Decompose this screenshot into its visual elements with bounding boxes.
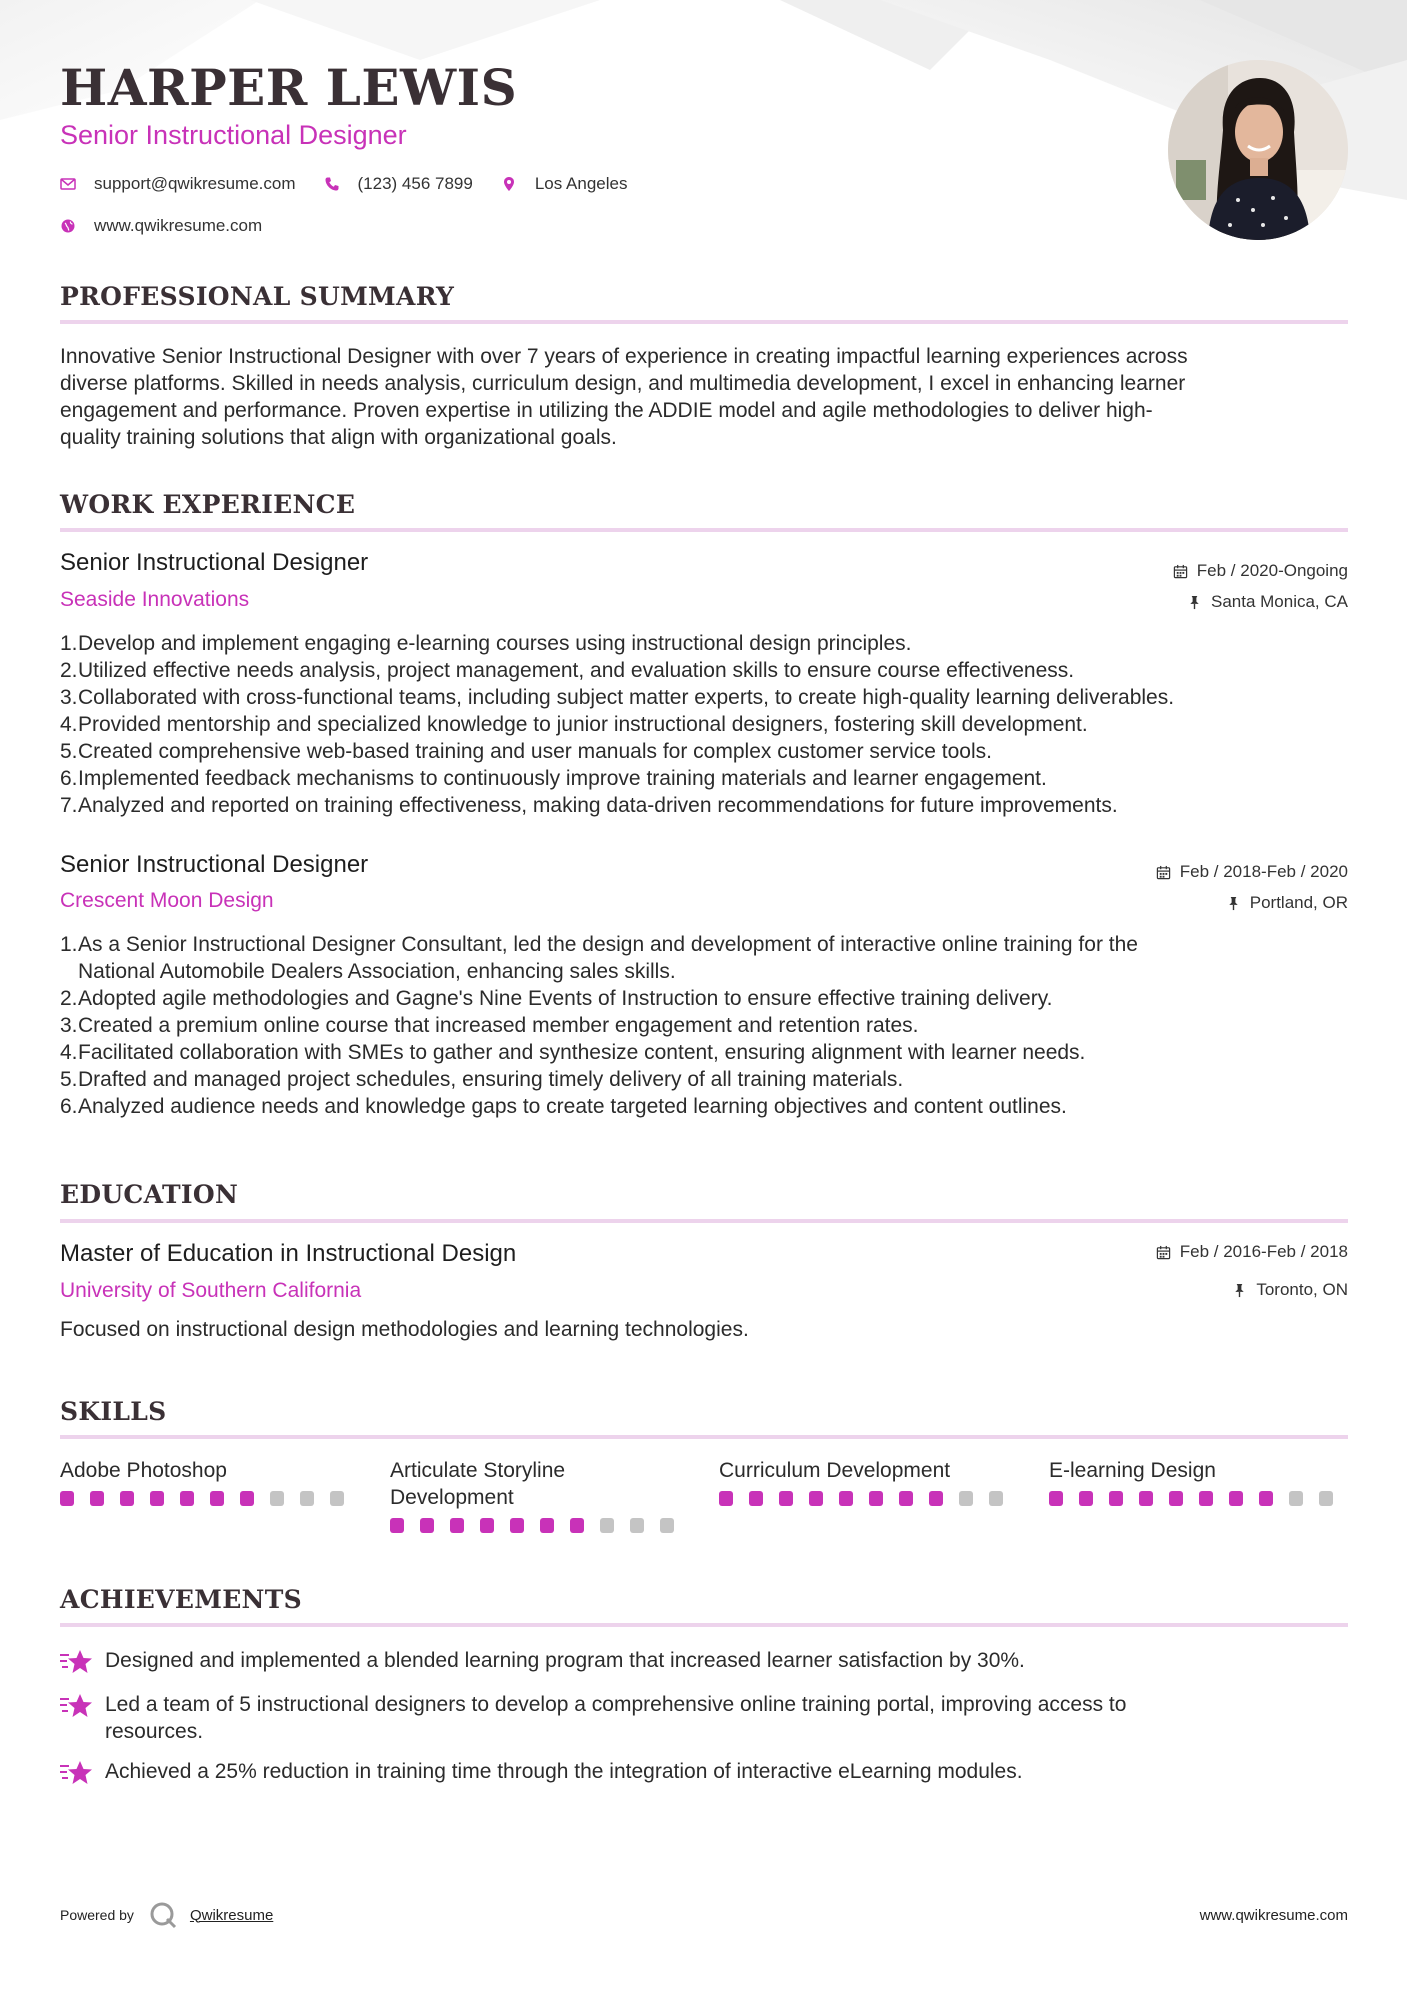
envelope-icon xyxy=(60,176,76,192)
job-date-text: Feb / 2020-Ongoing xyxy=(1196,561,1348,580)
section-divider xyxy=(60,1623,1348,1627)
list-item: 4. Facilitated collaboration with SMEs to gather and synthesize content, ensuring alignment with learner needs. xyxy=(60,1041,1086,1064)
rating-dot-filled xyxy=(210,1491,224,1506)
summary-line: diverse platforms. Skilled in needs analysis, curriculum design, and multimedia development, I excel in enhancing learner xyxy=(60,372,1186,395)
rating-dot-filled xyxy=(779,1491,793,1506)
list-item: 6. Implemented feedback mechanisms to continuously improve training materials and learner engagement. xyxy=(60,767,1047,790)
map-pin-icon xyxy=(501,176,517,192)
contact-phone[interactable] xyxy=(324,174,473,194)
education-date-text: Feb / 2016-Feb / 2018 xyxy=(1179,1242,1348,1261)
achievement-item xyxy=(60,1758,1348,1790)
rating-dot-filled xyxy=(510,1518,524,1533)
list-item: 3. Created a premium online course that increased member engagement and retention rates. xyxy=(60,1014,919,1037)
job-date xyxy=(1173,561,1348,581)
list-item: 5. Created comprehensive web-based training and user manuals for complex customer service tools. xyxy=(60,740,992,763)
section-divider xyxy=(60,1435,1348,1439)
pushpin-icon xyxy=(1187,595,1202,610)
job-title: Senior Instructional Designer xyxy=(60,851,369,878)
contact-website[interactable] xyxy=(60,216,262,236)
degree-title: Master of Education in Instructional Design xyxy=(60,1240,517,1267)
section-divider xyxy=(60,528,1348,532)
calendar-icon xyxy=(1156,865,1171,880)
job-location-text: Portland, OR xyxy=(1249,893,1348,912)
achievement-text: Designed and implemented a blended learning program that increased learner satisfaction by 30%. xyxy=(105,1649,1025,1672)
job-company: Crescent Moon Design xyxy=(60,889,274,912)
job-date-text: Feb / 2018-Feb / 2020 xyxy=(1179,862,1348,881)
rating-dot-empty xyxy=(600,1518,614,1533)
school-name: University of Southern California xyxy=(60,1279,362,1302)
rating-dot-filled xyxy=(240,1491,254,1506)
education-description: Focused on instructional design methodologies and learning technologies. xyxy=(60,1318,749,1341)
footer-website[interactable]: www.qwikresume.com xyxy=(1199,1907,1348,1924)
rating-dot-empty xyxy=(989,1491,1003,1506)
list-item: 1. As a Senior Instructional Designer Consultant, led the design and development of interactive online training for the National Automobile Dealers Association, enhancing sales skills. xyxy=(60,933,1138,983)
job-location-text: Santa Monica, CA xyxy=(1210,592,1348,611)
calendar-icon xyxy=(1156,1245,1171,1260)
list-item: 2. Utilized effective needs analysis, project management, and evaluation skills to ensure course effectiveness. xyxy=(60,659,1075,682)
job-date xyxy=(1156,862,1348,882)
rating-dot-empty xyxy=(630,1518,644,1533)
rating-dot-empty xyxy=(330,1491,344,1506)
job-company: Seaside Innovations xyxy=(60,588,250,611)
skill-name: Adobe Photoshop xyxy=(60,1459,227,1482)
rating-dot-filled xyxy=(420,1518,434,1533)
skill-name: Curriculum Development xyxy=(719,1459,951,1482)
rating-dot-filled xyxy=(1079,1491,1093,1506)
rating-dot-filled xyxy=(390,1518,404,1533)
pushpin-icon xyxy=(1226,896,1241,911)
section-title-skills: SKILLS xyxy=(60,1397,167,1426)
rating-dot-empty xyxy=(1289,1491,1303,1506)
rating-dot-filled xyxy=(150,1491,164,1506)
rating-dot-filled xyxy=(1169,1491,1183,1506)
rating-dot-filled xyxy=(90,1491,104,1506)
rating-dot-filled xyxy=(869,1491,883,1506)
list-item: 6. Analyzed audience needs and knowledge gaps to create targeted learning objectives and content outlines. xyxy=(60,1095,1067,1118)
contact-location xyxy=(501,174,628,194)
job-location xyxy=(1187,592,1348,612)
pushpin-icon xyxy=(1232,1283,1247,1298)
rating-dot-filled xyxy=(719,1491,733,1506)
rating-dot-empty xyxy=(959,1491,973,1506)
website-text: www.qwikresume.com xyxy=(94,216,263,235)
summary-line: Innovative Senior Instructional Designer with over 7 years of experience in creating impactful learning experiences across xyxy=(60,345,1188,368)
rating-dot-empty xyxy=(1319,1491,1333,1506)
rating-dot-filled xyxy=(180,1491,194,1506)
achievement-item xyxy=(60,1647,1348,1679)
job-location xyxy=(1226,893,1348,913)
list-item: 1. Develop and implement engaging e-learning courses using instructional design principles. xyxy=(60,632,912,655)
candidate-title: Senior Instructional Designer xyxy=(60,120,407,150)
skill-rating xyxy=(390,1518,690,1533)
shooting-star-icon xyxy=(60,1758,94,1790)
location-text: Los Angeles xyxy=(534,174,628,193)
achievement-text: Achieved a 25% reduction in training time through the integration of interactive eLearning modules. xyxy=(105,1760,1023,1783)
skill-rating xyxy=(719,1491,1019,1506)
section-title-summary: PROFESSIONAL SUMMARY xyxy=(60,282,455,311)
email-text: support@qwikresume.com xyxy=(94,174,296,193)
list-item: 3. Collaborated with cross-functional teams, including subject matter experts, to create high-quality learning deliverables. xyxy=(60,686,1175,709)
rating-dot-filled xyxy=(1259,1491,1273,1506)
rating-dot-filled xyxy=(749,1491,763,1506)
powered-by-label: Powered by xyxy=(60,1907,134,1923)
qwikresume-link[interactable]: Qwikresume xyxy=(189,1906,274,1924)
rating-dot-empty xyxy=(660,1518,674,1533)
rating-dot-filled xyxy=(1229,1491,1243,1506)
list-item: 7. Analyzed and reported on training effectiveness, making data-driven recommendations for future improvements. xyxy=(60,794,1118,817)
skill-item xyxy=(390,1457,690,1533)
skill-name: Articulate Storyline Development xyxy=(390,1459,566,1509)
rating-dot-empty xyxy=(300,1491,314,1506)
list-item: 5. Drafted and managed project schedules, ensuring timely delivery of all training materials. xyxy=(60,1068,904,1091)
rating-dot-empty xyxy=(270,1491,284,1506)
rating-dot-filled xyxy=(120,1491,134,1506)
achievement-text: Led a team of 5 instructional designers to develop a comprehensive online training portal, improving access to resources. xyxy=(105,1693,1127,1743)
footer-powered-by xyxy=(60,1900,273,1930)
skill-item xyxy=(719,1457,1019,1506)
contact-row-secondary xyxy=(60,216,290,236)
globe-icon xyxy=(60,218,76,234)
job-title: Senior Instructional Designer xyxy=(60,549,369,576)
shooting-star-icon xyxy=(60,1647,94,1679)
shooting-star-icon xyxy=(60,1691,94,1723)
rating-dot-filled xyxy=(480,1518,494,1533)
rating-dot-filled xyxy=(1199,1491,1213,1506)
rating-dot-filled xyxy=(540,1518,554,1533)
summary-line: quality training solutions that align with organizational goals. xyxy=(60,426,617,449)
job-bullets xyxy=(60,630,1348,819)
section-title-achievements: ACHIEVEMENTS xyxy=(60,1585,302,1614)
list-item: 2. Adopted agile methodologies and Gagne's Nine Events of Instruction to ensure effective training delivery. xyxy=(60,987,1053,1010)
education-location xyxy=(1232,1280,1348,1300)
phone-icon xyxy=(324,176,340,192)
rating-dot-filled xyxy=(1139,1491,1153,1506)
achievement-item xyxy=(60,1691,1348,1745)
rating-dot-filled xyxy=(839,1491,853,1506)
skill-rating xyxy=(1049,1491,1349,1506)
job-bullets xyxy=(60,931,1348,1120)
section-title-experience: WORK EXPERIENCE xyxy=(60,490,356,519)
skill-item xyxy=(60,1457,360,1506)
list-item: 4. Provided mentorship and specialized knowledge to junior instructional designers, fostering skill development. xyxy=(60,713,1088,736)
education-location-text: Toronto, ON xyxy=(1256,1280,1348,1299)
rating-dot-filled xyxy=(899,1491,913,1506)
rating-dot-filled xyxy=(1049,1491,1063,1506)
skill-item xyxy=(1049,1457,1349,1506)
phone-text: (123) 456 7899 xyxy=(357,174,473,193)
profile-photo xyxy=(1168,60,1348,240)
section-title-education: EDUCATION xyxy=(60,1180,239,1209)
summary-line: engagement and performance. Proven expertise in utilizing the ADDIE model and agile methodologies to deliver high- xyxy=(60,399,1153,422)
skill-rating xyxy=(60,1491,360,1506)
section-divider xyxy=(60,1219,1348,1223)
education-date xyxy=(1156,1242,1348,1262)
summary-text xyxy=(60,343,1348,451)
calendar-icon xyxy=(1173,564,1188,579)
rating-dot-filled xyxy=(809,1491,823,1506)
section-divider xyxy=(60,320,1348,324)
rating-dot-filled xyxy=(1109,1491,1123,1506)
contact-row-primary xyxy=(60,174,655,194)
qwikresume-logo-icon xyxy=(148,1900,178,1930)
candidate-name: HARPER LEWIS xyxy=(60,58,518,117)
rating-dot-filled xyxy=(570,1518,584,1533)
rating-dot-filled xyxy=(929,1491,943,1506)
skill-name: E-learning Design xyxy=(1049,1459,1216,1482)
rating-dot-filled xyxy=(450,1518,464,1533)
contact-email[interactable] xyxy=(60,174,296,194)
rating-dot-filled xyxy=(60,1491,74,1506)
